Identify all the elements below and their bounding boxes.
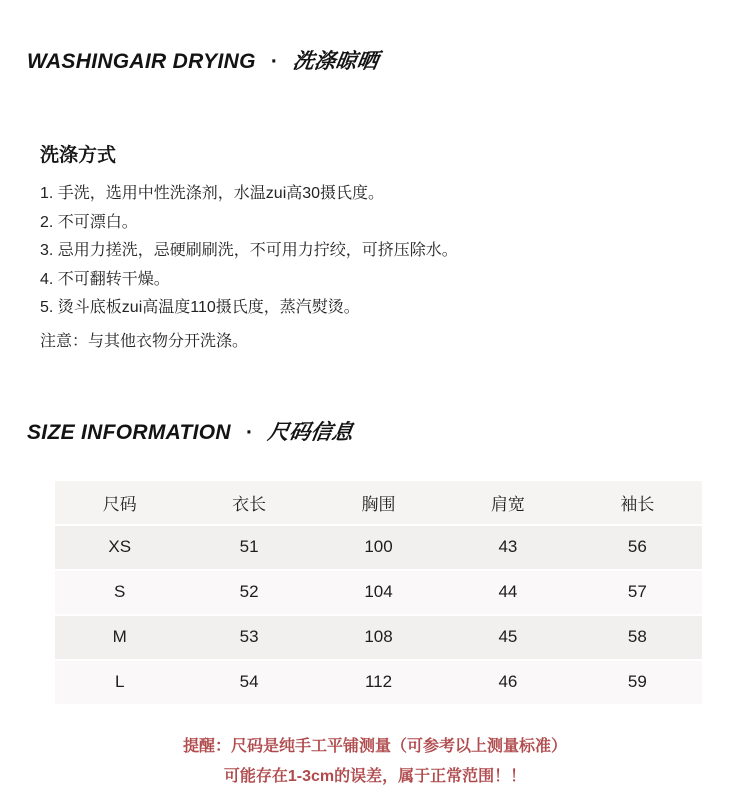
size-title-en: SIZE INFORMATION [27,420,231,444]
size-cell: 100 [364,537,393,556]
washing-title-en: WASHINGAIR DRYING [27,50,256,73]
size-cell: 45 [498,627,518,646]
size-cell: 59 [627,672,647,691]
washing-section-title [0,0,750,74]
size-cell: 44 [498,582,518,601]
size-table-row-l [55,661,702,704]
washing-instructions [40,144,750,356]
size-column-header: 胸围 [361,494,396,514]
washing-method-heading: 洗涤方式 [40,145,117,166]
size-title-zh: 尺码信息 [266,420,356,444]
size-cell: S [114,582,126,601]
washing-step-1: 1. 手洗，选用中性洗涤剂，水温zui高30摄氏度。 [40,185,385,202]
size-table-row-s [55,571,702,614]
size-column-header: 肩宽 [490,494,525,514]
size-column-header: 袖长 [620,494,655,514]
washing-steps-list [40,180,750,323]
size-cell: 57 [627,582,647,601]
washing-title-zh: 洗涤晾晒 [291,50,381,73]
size-cell: 46 [498,672,518,691]
size-cell: M [112,627,127,646]
size-cell: XS [108,537,132,556]
size-cell: 54 [239,672,259,691]
size-cell: 58 [627,627,647,646]
size-cell: 43 [498,537,518,556]
size-column-header: 尺码 [102,494,137,514]
size-cell: 52 [239,582,259,601]
size-column-header: 衣长 [232,494,267,514]
size-cell: 112 [364,672,393,691]
washing-step-5: 5. 烫斗底板zui高温度110摄氏度，蒸汽熨烫。 [40,299,360,316]
size-cell: 56 [627,537,647,556]
washing-step-3: 3. 忌用力搓洗，忌硬刷刷洗，不可用力拧绞，可挤压除水。 [40,242,458,259]
size-cell: L [114,672,125,691]
washing-step-4: 4. 不可翻转干燥。 [40,270,170,288]
title-separator-dot: · [246,420,254,444]
washing-step-2: 2. 不可漂白。 [40,213,138,231]
size-table-row-xs [55,526,702,569]
title-separator-dot: · [270,50,279,73]
size-section-title [0,420,750,445]
size-cell: 108 [364,627,393,646]
size-reminder [0,732,750,792]
size-cell: 53 [239,627,259,646]
size-section [0,420,750,792]
washing-section [0,0,750,356]
size-table [55,481,702,704]
washing-note: 注意：与其他衣物分开洗涤。 [40,332,249,350]
size-table-header-row [55,481,702,524]
size-reminder-line-2: 可能存在1-3cm的误差，属于正常范围！！ [223,767,527,785]
size-table-row-m [55,616,702,659]
size-cell: 51 [239,537,259,556]
size-cell: 104 [364,582,393,601]
size-reminder-line-1: 提醒：尺码是纯手工平铺测量（可参考以上测量标准） [182,737,567,755]
